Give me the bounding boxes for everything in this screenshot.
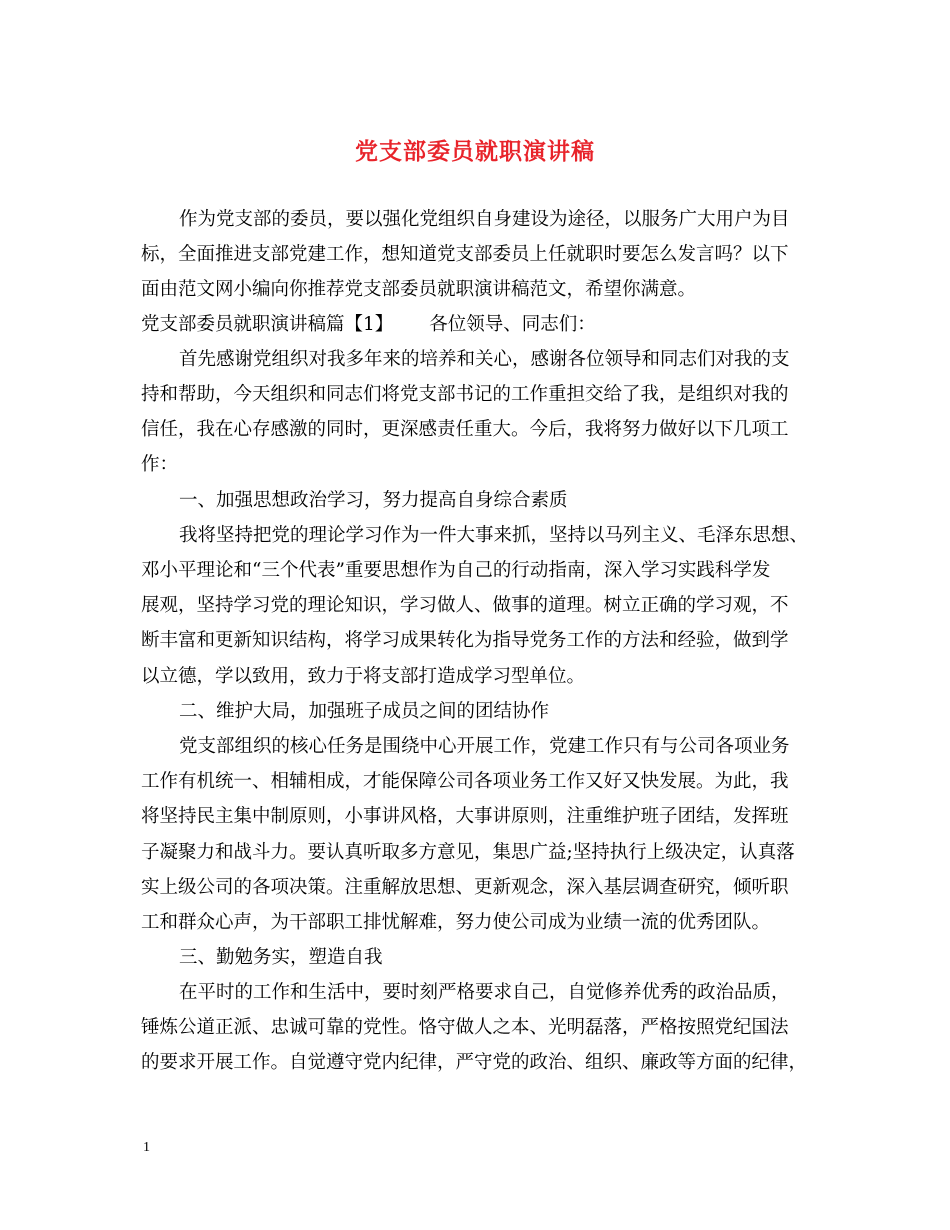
page-number: 1 bbox=[143, 1140, 150, 1155]
subheading: 三、勤勉务实，塑造自我 bbox=[179, 947, 383, 968]
section-heading-line bbox=[141, 313, 596, 337]
subheading: 一、加强思想政治学习，努力提高自身综合素质 bbox=[179, 490, 568, 511]
paragraph-line: 工作有机统一、相辅相成，才能保障公司各项业务工作又好又快发展。为此，我 bbox=[141, 771, 789, 792]
paragraph-line: 展观，坚持学习党的理论知识，学习做人、做事的道理。树立正确的学习观，不 bbox=[141, 595, 789, 616]
paragraph-line: 信任，我在心存感激的同时，更深感责任重大。今后，我将努力做好以下几项工 bbox=[141, 419, 789, 440]
paragraph-line: 断丰富和更新知识结构，将学习成果转化为指导党务工作的方法和经验，做到学 bbox=[141, 630, 789, 651]
paragraph-line: 以立德，学以致用，致力于将支部打造成学习型单位。 bbox=[141, 666, 586, 687]
paragraph-line: 党支部组织的核心任务是围绕中心开展工作，党建工作只有与公司各项业务 bbox=[179, 736, 790, 757]
paragraph-line: 首先感谢党组织对我多年来的培养和关心，感谢各位领导和同志们对我的支 bbox=[179, 349, 790, 370]
paragraph-line: 我将坚持把党的理论学习作为一件大事来抓，坚持以马列主义、毛泽东思想、 bbox=[179, 525, 809, 546]
paragraph-line: 工和群众心声，为干部职工排忧解难，努力使公司成为业绩一流的优秀团队。 bbox=[141, 912, 771, 933]
section-heading: 党支部委员就职演讲稿篇【1】 bbox=[141, 314, 394, 335]
paragraph-line: 作： bbox=[141, 454, 179, 475]
paragraph-line: 邓小平理论和“三个代表”重要思想作为自己的行动指南，深入学习实践科学发 bbox=[141, 560, 771, 581]
paragraph-line: 的要求开展工作。自觉遵守党内纪律，严守党的政治、组织、廉政等方面的纪律， bbox=[141, 1052, 808, 1073]
subheading: 二、维护大局，加强班子成员之间的团结协作 bbox=[179, 701, 550, 722]
paragraph-line: 面由范文网小编向你推荐党支部委员就职演讲稿范文，希望你满意。 bbox=[141, 279, 697, 300]
paragraph-line: 持和帮助，今天组织和同志们将党支部书记的工作重担交给了我，是组织对我的 bbox=[141, 384, 789, 405]
paragraph-line: 将坚持民主集中制原则，小事讲风格，大事讲原则，注重维护班子团结，发挥班 bbox=[141, 806, 789, 827]
paragraph-line: 子凝聚力和战斗力。要认真听取多方意见，集思广益;坚持执行上级决定，认真落 bbox=[141, 842, 795, 863]
greeting: 各位领导、同志们： bbox=[429, 314, 596, 335]
paragraph-line: 锤炼公道正派、忠诚可靠的党性。恪守做人之本、光明磊落，严格按照党纪国法 bbox=[141, 1017, 789, 1038]
paragraph-line: 作为党支部的委员，要以强化党组织自身建设为途径，以服务广大用户为目 bbox=[179, 209, 790, 230]
paragraph-line: 标，全面推进支部党建工作，想知道党支部委员上任就职时要怎么发言吗？以下 bbox=[141, 244, 789, 265]
paragraph-line: 实上级公司的各项决策。注重解放思想、更新观念，深入基层调查研究，倾听职 bbox=[141, 877, 789, 898]
document-title: 党支部委员就职演讲稿 bbox=[355, 138, 595, 165]
paragraph-line: 在平时的工作和生活中，要时刻严格要求自己，自觉修养优秀的政治品质， bbox=[179, 982, 790, 1003]
